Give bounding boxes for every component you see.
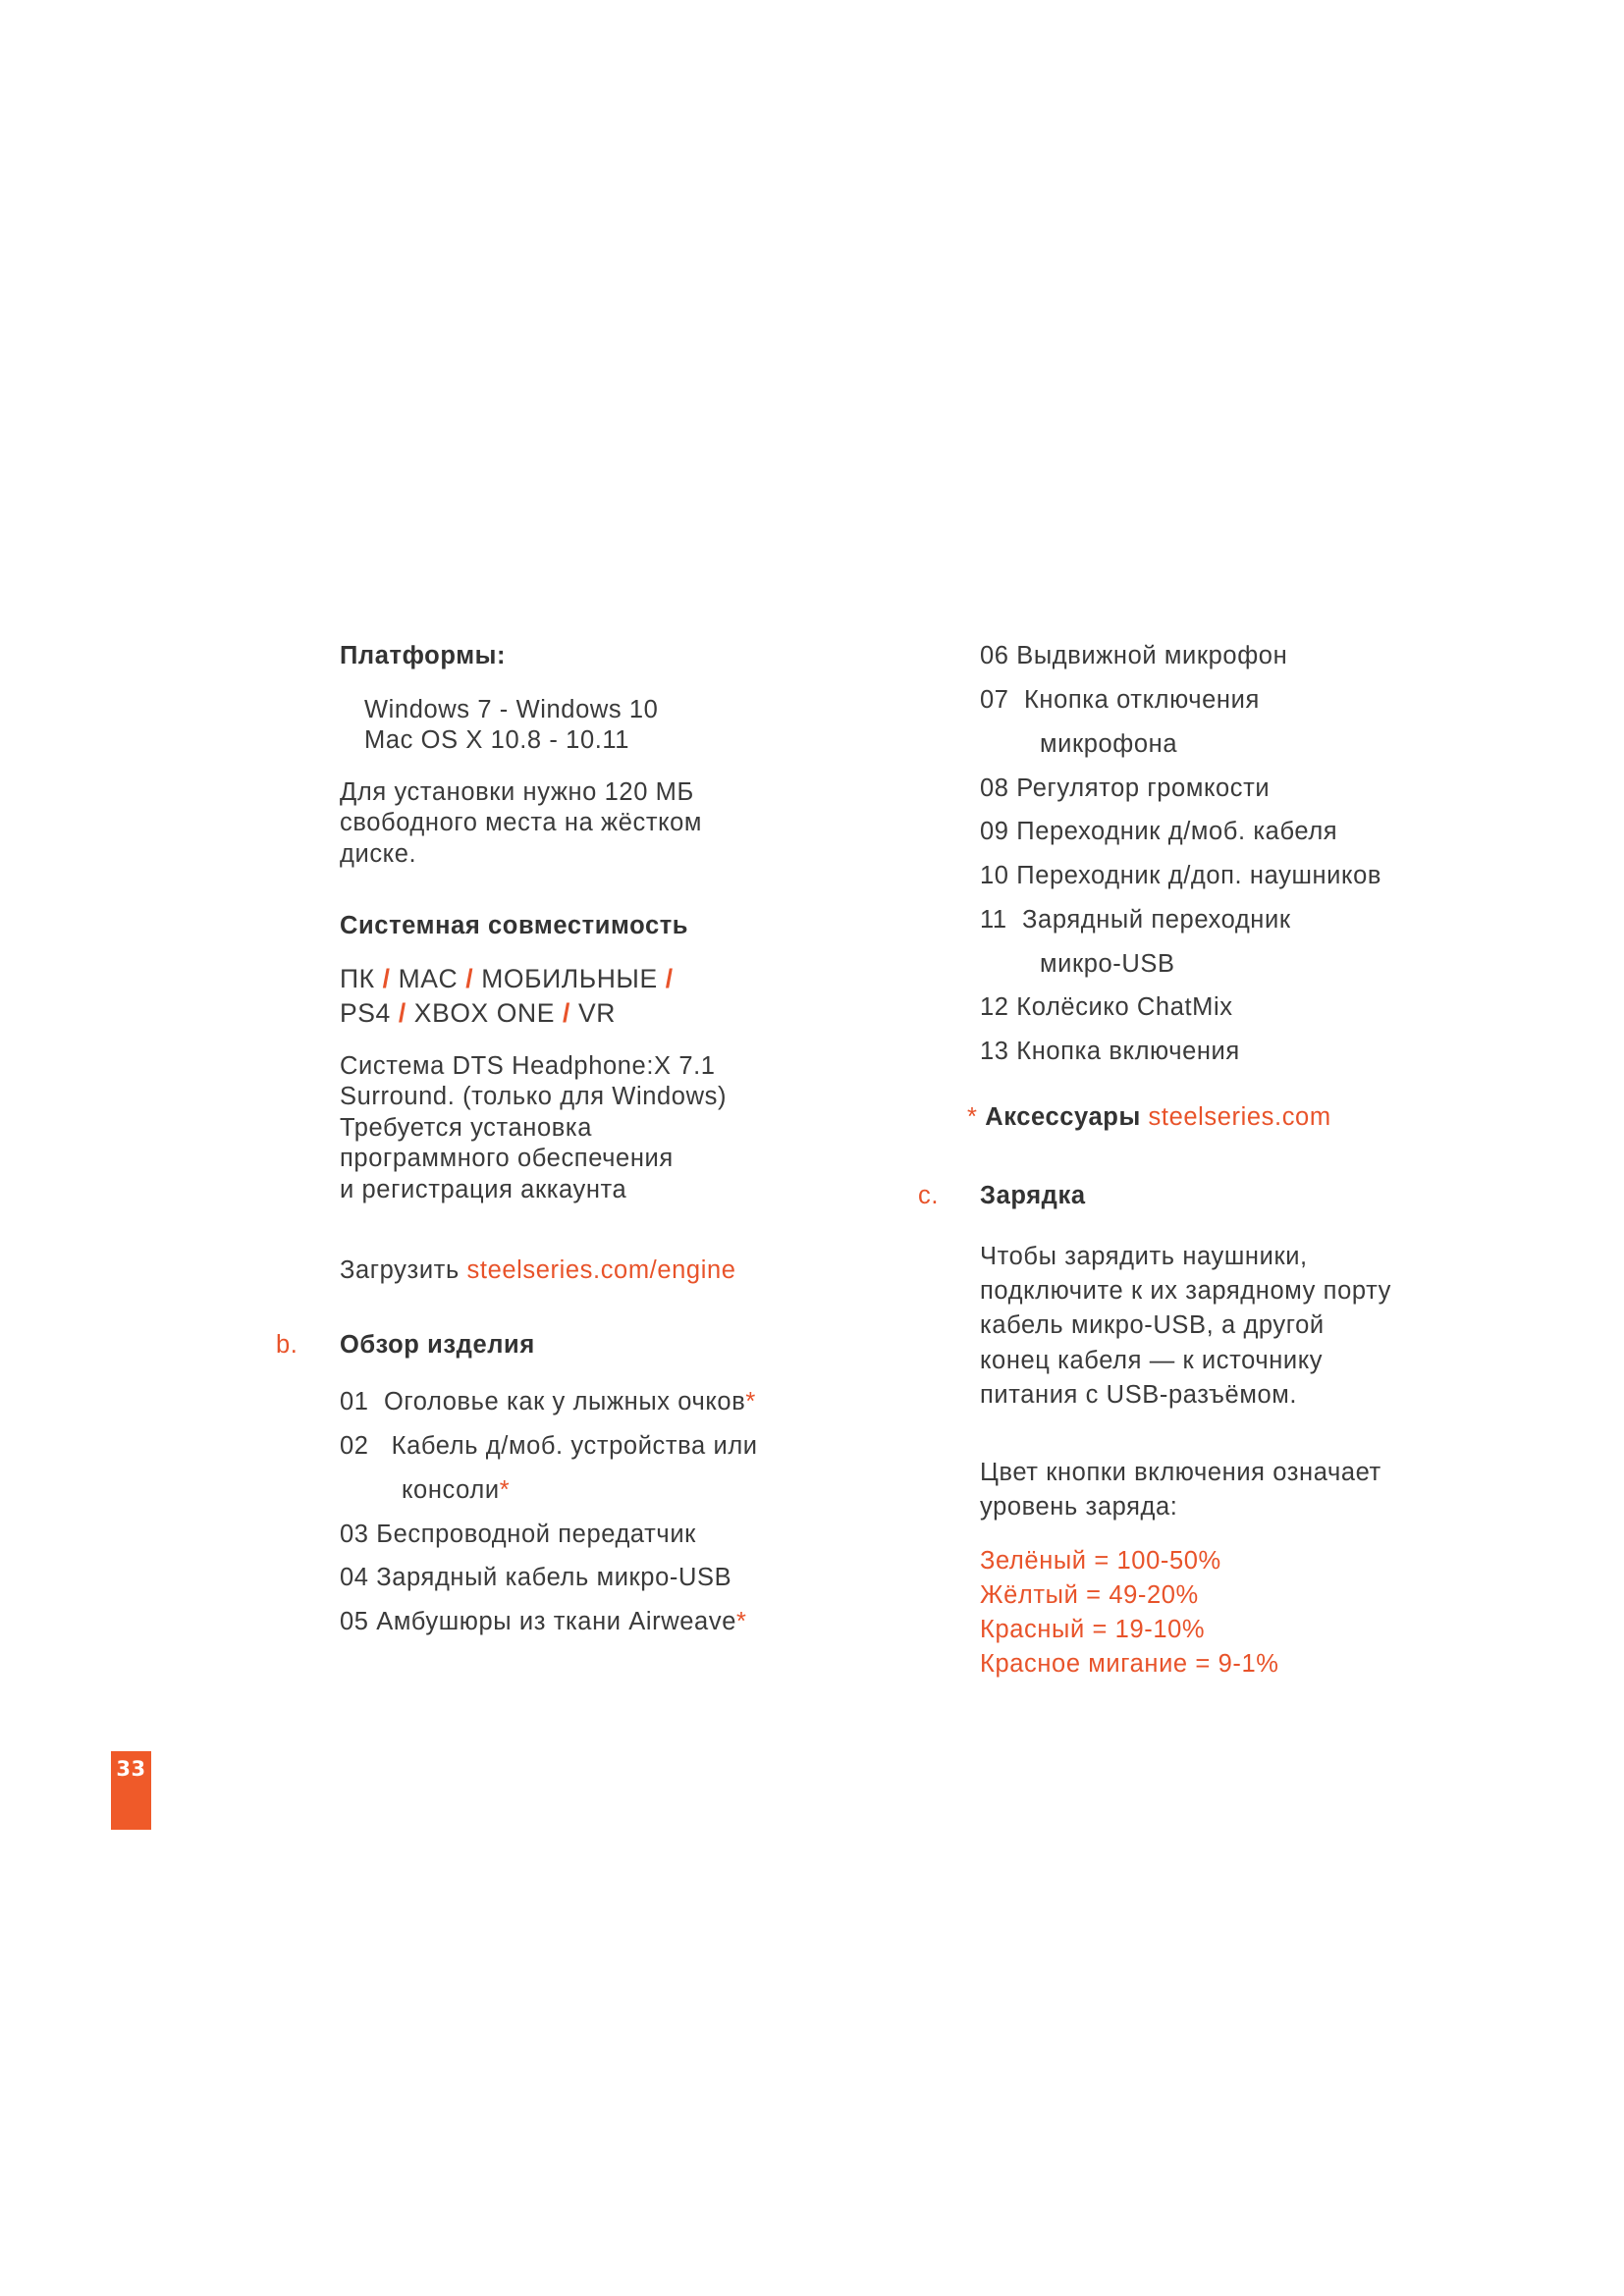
item-number: 07 [980, 686, 1009, 714]
charge-level-red-blink: Красное мигание = 9-1% [980, 1650, 1279, 1678]
item-number: 02 [340, 1432, 369, 1460]
item-text: Зарядный переходник [1022, 906, 1291, 934]
item-text: микрофона [1040, 730, 1178, 758]
list-item [340, 1605, 747, 1638]
charge-level-red: Красный = 19-10% [980, 1616, 1206, 1643]
compat-mac: MAC [398, 964, 459, 993]
item-text: Оголовье как у лыжных очков [383, 1388, 746, 1415]
list-item [340, 1429, 758, 1463]
compat-pc: ПК [340, 964, 375, 993]
compat-platforms-line1 [340, 962, 674, 995]
accessory-star: * [735, 1608, 747, 1635]
slash-separator: / [382, 964, 391, 993]
compat-heading: Системная совместимость [340, 912, 689, 939]
overview-heading: Обзор изделия [340, 1331, 535, 1359]
item-number: 04 [340, 1564, 369, 1591]
accessory-star: * [745, 1388, 756, 1415]
item-text: Зарядный кабель микро-USB [376, 1564, 732, 1591]
compat-xbox: XBOX ONE [413, 998, 556, 1028]
list-item [340, 1561, 731, 1594]
item-text: Кабель д/моб. устройства или [391, 1432, 758, 1460]
dts-note-line: Система DTS Headphone:X 7.1 [340, 1052, 716, 1080]
list-item-continuation [402, 1473, 510, 1507]
charging-heading: Зарядка [980, 1182, 1086, 1209]
item-text: Колёсико ChatMix [1016, 993, 1233, 1021]
item-number: 06 [980, 642, 1009, 669]
item-number: 05 [340, 1608, 369, 1635]
dts-note-line: и регистрация аккаунта [340, 1176, 627, 1203]
platform-mac: Mac OS X 10.8 - 10.11 [364, 726, 630, 754]
item-number: 12 [980, 993, 1009, 1021]
item-number: 13 [980, 1038, 1009, 1065]
item-number: 01 [340, 1388, 369, 1415]
list-item-continuation [1040, 727, 1177, 761]
item-text: Кнопка отключения [1023, 686, 1260, 714]
list-item [980, 859, 1381, 892]
item-text: микро-USB [1040, 950, 1175, 978]
engine-link[interactable]: steelseries.com/engine [466, 1256, 736, 1284]
item-text: Амбушюры из ткани Airweave [376, 1608, 736, 1635]
list-item [980, 815, 1337, 848]
charging-para-line: Цвет кнопки включения означает [980, 1459, 1381, 1486]
compat-ps4: PS4 [340, 998, 391, 1028]
section-marker-b: b. [276, 1331, 298, 1359]
install-note-line: свободного места на жёстком [340, 809, 703, 836]
charging-para-line: уровень заряда: [980, 1493, 1178, 1521]
accessories-link[interactable]: steelseries.com [1148, 1103, 1331, 1131]
download-label: Загрузить [340, 1256, 460, 1284]
item-number: 08 [980, 774, 1009, 802]
accessories-line [967, 1100, 1331, 1134]
install-note-line: Для установки нужно 120 МБ [340, 778, 694, 806]
download-line [340, 1254, 736, 1287]
platform-windows: Windows 7 - Windows 10 [364, 696, 659, 723]
page-number-tab [111, 1751, 151, 1830]
section-marker-c: c. [918, 1182, 940, 1209]
accessory-star: * [499, 1476, 511, 1504]
platforms-heading: Платформы: [340, 642, 507, 669]
charging-para-line: Чтобы зарядить наушники, [980, 1243, 1308, 1270]
list-item [980, 639, 1287, 672]
item-number: 03 [340, 1521, 369, 1548]
slash-separator: / [398, 998, 406, 1028]
item-text: Переходник д/доп. наушников [1016, 862, 1381, 889]
compat-vr: VR [577, 998, 616, 1028]
item-number: 10 [980, 862, 1009, 889]
dts-note-line: программного обеспечения [340, 1145, 674, 1172]
accessories-label: Аксессуары [985, 1103, 1141, 1131]
item-text: консоли [402, 1476, 500, 1504]
accessory-star: * [967, 1103, 978, 1131]
list-item [980, 1035, 1240, 1068]
list-item [980, 772, 1270, 805]
list-item [980, 990, 1233, 1024]
slash-separator: / [665, 964, 674, 993]
slash-separator: / [465, 964, 474, 993]
item-number: 11 [980, 906, 1007, 934]
charging-para-line: кабель микро-USB, а другой [980, 1311, 1325, 1339]
item-number: 09 [980, 818, 1009, 845]
page-number: 33 [116, 1757, 146, 1781]
charging-para-line: конец кабеля — к источнику [980, 1347, 1324, 1374]
list-item [340, 1518, 696, 1551]
item-text: Регулятор громкости [1016, 774, 1271, 802]
item-text: Переходник д/моб. кабеля [1016, 818, 1338, 845]
list-item [980, 683, 1260, 717]
charging-para-line: подключите к их зарядному порту [980, 1277, 1392, 1305]
list-item-continuation [1040, 947, 1175, 981]
compat-mobile: МОБИЛЬНЫЕ [481, 964, 658, 993]
item-text: Беспроводной передатчик [376, 1521, 696, 1548]
slash-separator: / [563, 998, 570, 1028]
list-item [340, 1385, 756, 1418]
charge-level-yellow: Жёлтый = 49-20% [980, 1581, 1199, 1609]
item-text: Выдвижной микрофон [1016, 642, 1288, 669]
charging-para-line: питания с USB-разъёмом. [980, 1381, 1298, 1409]
list-item [980, 903, 1291, 936]
compat-platforms-line2 [340, 996, 616, 1030]
charge-level-green: Зелёный = 100-50% [980, 1547, 1221, 1575]
dts-note-line: Surround. (только для Windows) [340, 1083, 728, 1110]
dts-note-line: Требуется установка [340, 1114, 592, 1142]
install-note-line: диске. [340, 840, 417, 868]
item-text: Кнопка включения [1016, 1038, 1240, 1065]
